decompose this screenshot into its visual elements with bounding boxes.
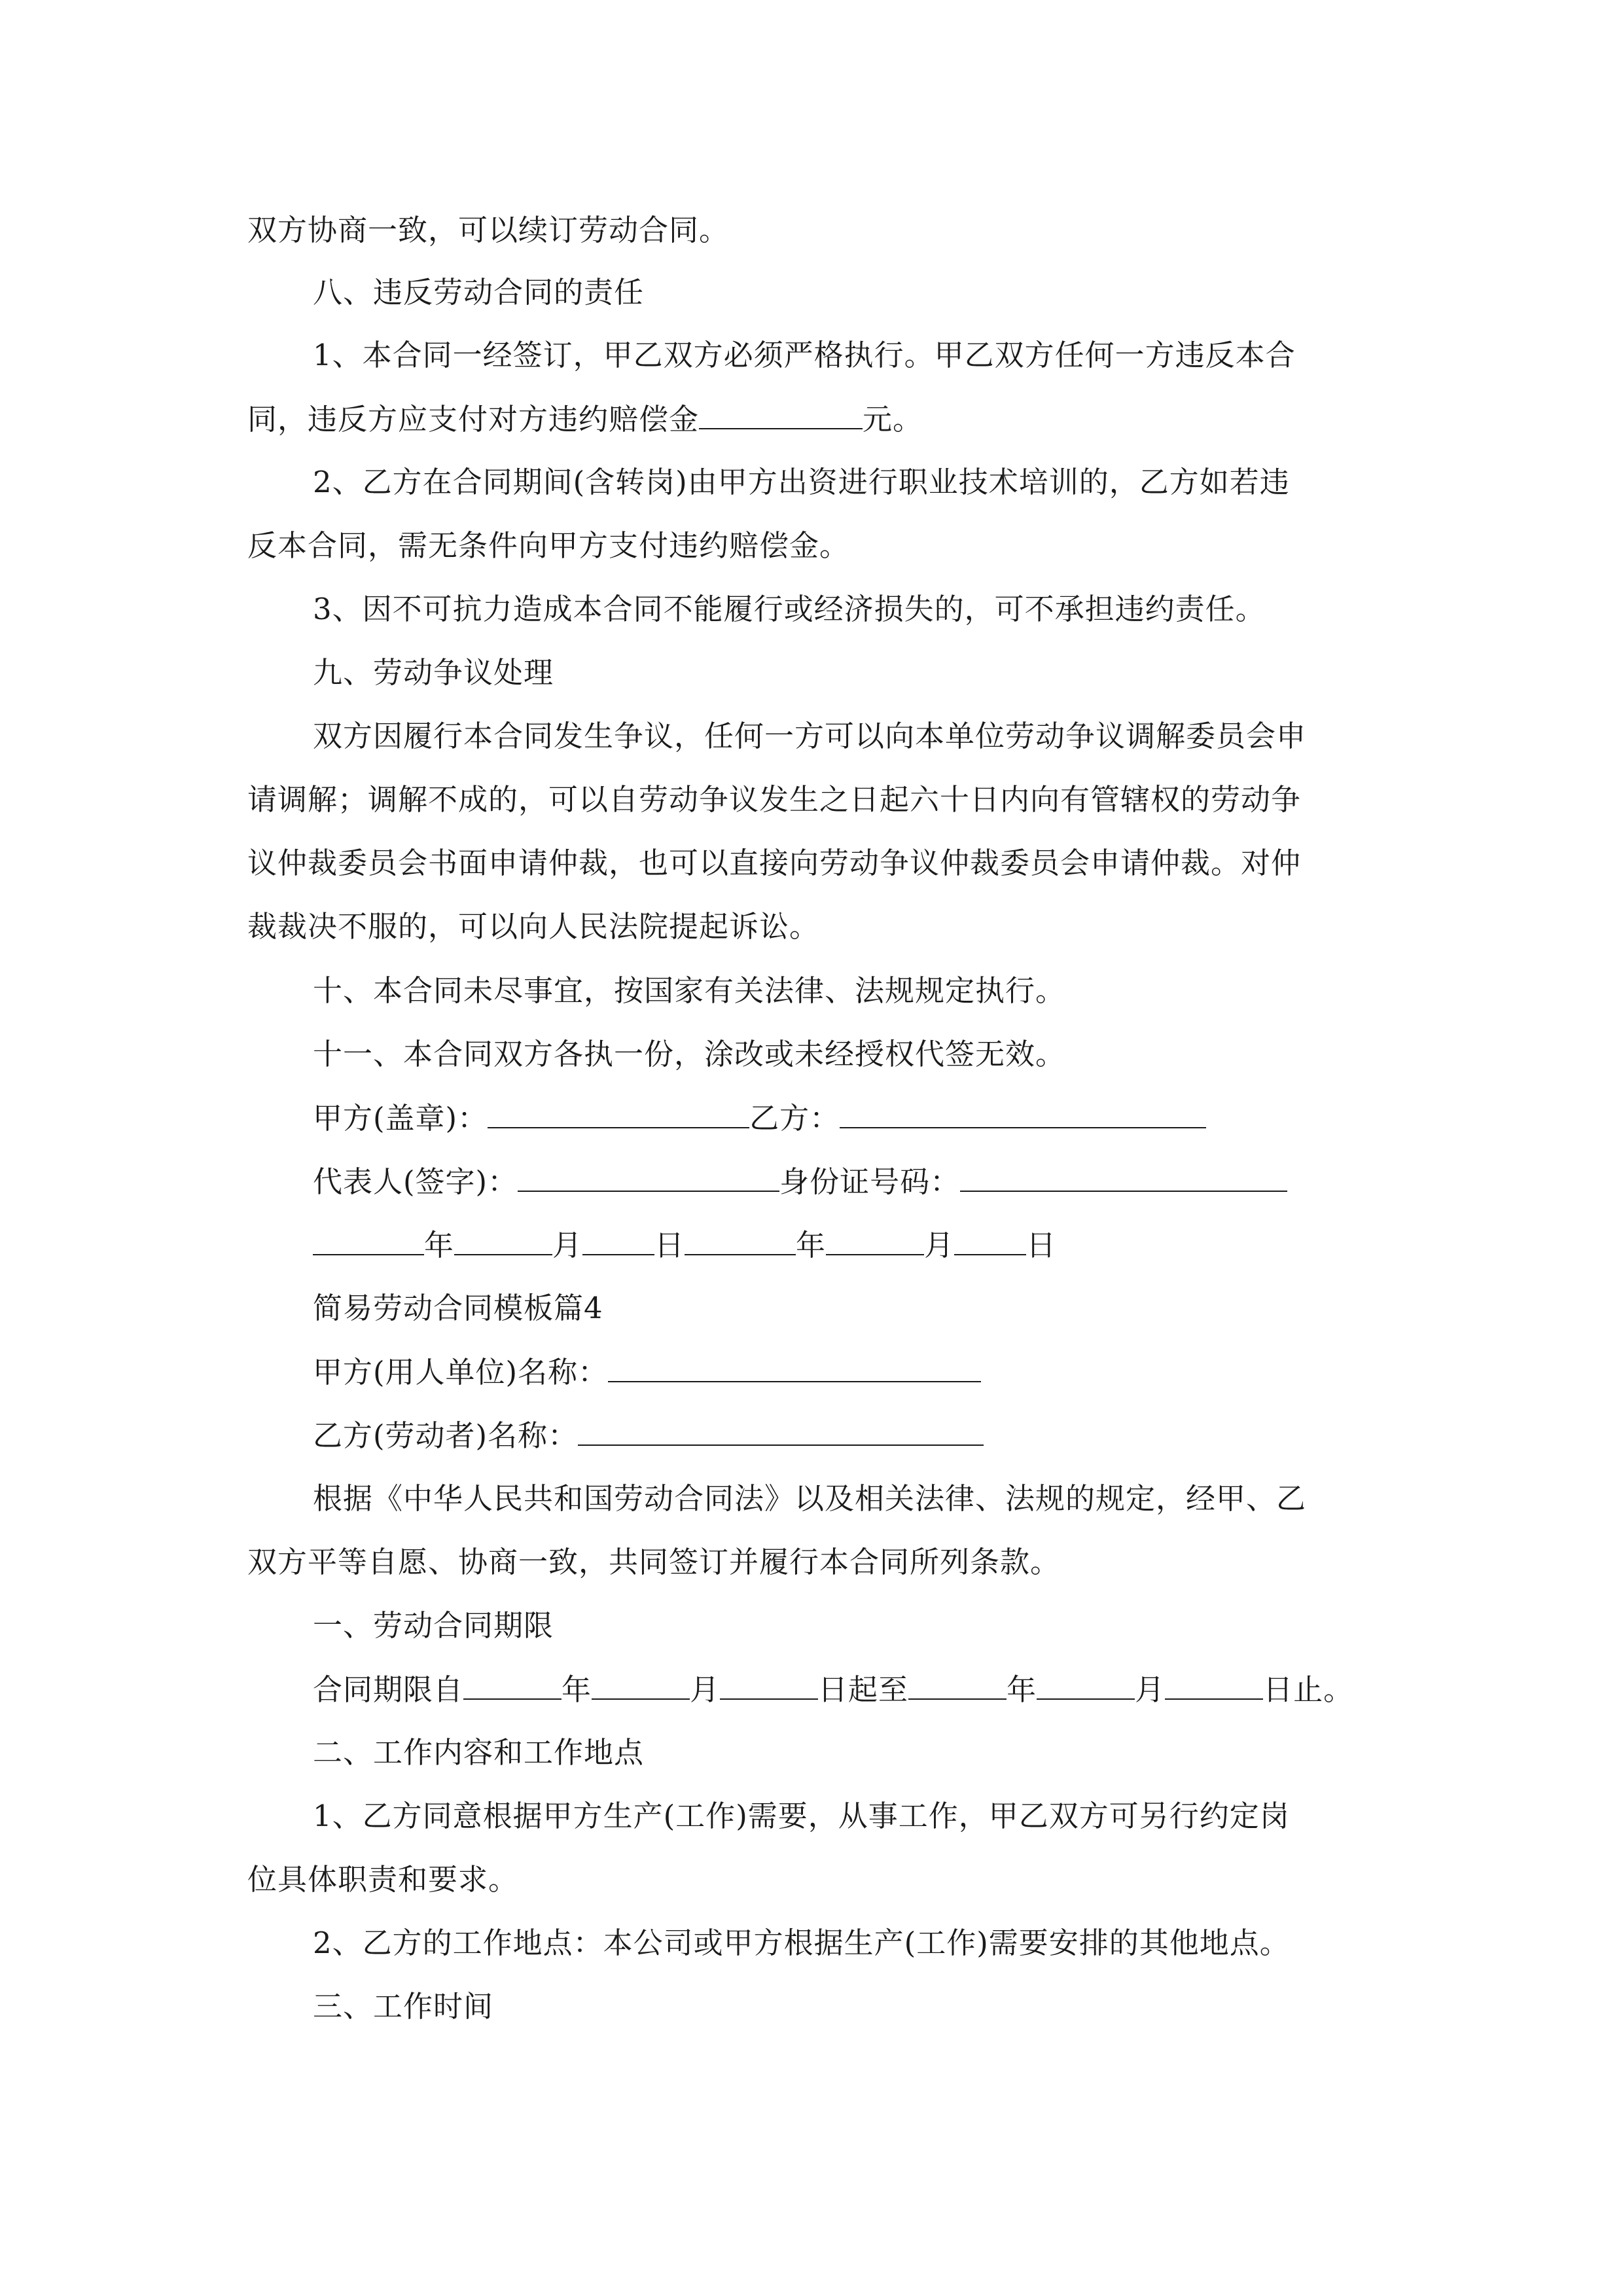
fill-in-blank: [699, 399, 863, 429]
fill-in-blank: [1165, 1670, 1263, 1700]
paragraph-line: 请调解；调解不成的，可以自劳动争议发生之日起六十日内向有管辖权的劳动争: [247, 782, 1302, 817]
document-title: 简易劳动合同模板篇4: [313, 1291, 603, 1325]
paragraph-line: 双方因履行本合同发生争议，任何一方可以向本单位劳动争议调解委员会申: [313, 719, 1307, 753]
fill-in-blank: [720, 1670, 818, 1700]
fill-in-blank: [463, 1670, 562, 1700]
section-heading: 二、工作内容和工作地点: [313, 1735, 645, 1770]
fill-in-blank: [1037, 1670, 1135, 1700]
fill-in-blank: [582, 1225, 654, 1255]
paragraph-line: 2、乙方的工作地点：本公司或甲方根据生产(工作)需要安排的其他地点。: [313, 1926, 1290, 1960]
paragraph-line: 裁裁决不服的，可以向人民法院提起诉讼。: [247, 909, 820, 944]
fill-in-blank: [488, 1098, 749, 1128]
fill-in-blank: [518, 1162, 779, 1192]
paragraph-line: 根据《中华人民共和国劳动合同法》以及相关法律、法规的规定，经甲、乙: [313, 1481, 1307, 1516]
paragraph-line: 1、乙方同意根据甲方生产(工作)需要，从事工作，甲乙双方可另行约定岗: [313, 1799, 1290, 1833]
fill-in-blank: [954, 1225, 1026, 1255]
fill-in-blank: [826, 1225, 924, 1255]
paragraph-line: 1、本合同一经签订，甲乙双方必须严格执行。甲乙双方任何一方违反本合: [313, 338, 1296, 372]
paragraph-line: 反本合同，需无条件向甲方支付违约赔偿金。: [247, 528, 850, 563]
paragraph-line: 十一、本合同双方各执一份，涂改或未经授权代签无效。: [313, 1037, 1066, 1071]
fill-in-blank: [685, 1225, 796, 1255]
signature-line-representative: 代表人(签字)： 身份证号码：: [313, 1162, 1287, 1201]
fill-in-blank: [960, 1162, 1287, 1192]
party-a-name-line: 甲方(用人单位)名称：: [313, 1352, 981, 1391]
section-heading: 八、违反劳动合同的责任: [313, 275, 645, 310]
paragraph-line: 3、因不可抗力造成本合同不能履行或经济损失的，可不承担违约责任。: [313, 592, 1266, 626]
paragraph-line: 双方平等自愿、协商一致，共同签订并履行本合同所列条款。: [247, 1545, 1061, 1579]
paragraph-line: 双方协商一致，可以续订劳动合同。: [247, 213, 730, 247]
paragraph-line: 位具体职责和要求。: [247, 1862, 519, 1897]
paragraph-line: 十、本合同未尽事宜，按国家有关法律、法规规定执行。: [313, 973, 1066, 1008]
paragraph-line: 议仲裁委员会书面申请仲裁，也可以直接向劳动争议仲裁委员会申请仲裁。对仲: [247, 846, 1302, 880]
section-heading: 九、劳动争议处理: [313, 655, 554, 690]
party-b-name-line: 乙方(劳动者)名称：: [313, 1416, 984, 1455]
fill-in-blank: [608, 1352, 981, 1382]
fill-in-blank: [908, 1670, 1007, 1700]
fill-in-blank: [454, 1225, 552, 1255]
contract-term-line: 合同期限自 年 月 日起至 年 月 日止。: [313, 1670, 1353, 1709]
fill-in-blank: [578, 1416, 984, 1446]
fill-in-blank: [313, 1225, 424, 1255]
signature-line-party-a: 甲方(盖章)： 乙方：: [313, 1098, 1206, 1138]
paragraph-line: 同，违反方应支付对方违约赔偿金 元。: [247, 399, 923, 439]
section-heading: 一、劳动合同期限: [313, 1608, 554, 1643]
paragraph-line: 2、乙方在合同期间(含转岗)由甲方出资进行职业技术培训的，乙方如若违: [313, 465, 1290, 499]
signature-date-line: 年 月 日 年 月 日: [313, 1225, 1056, 1265]
section-heading: 三、工作时间: [313, 1989, 494, 2024]
fill-in-blank: [840, 1098, 1206, 1128]
fill-in-blank: [592, 1670, 690, 1700]
